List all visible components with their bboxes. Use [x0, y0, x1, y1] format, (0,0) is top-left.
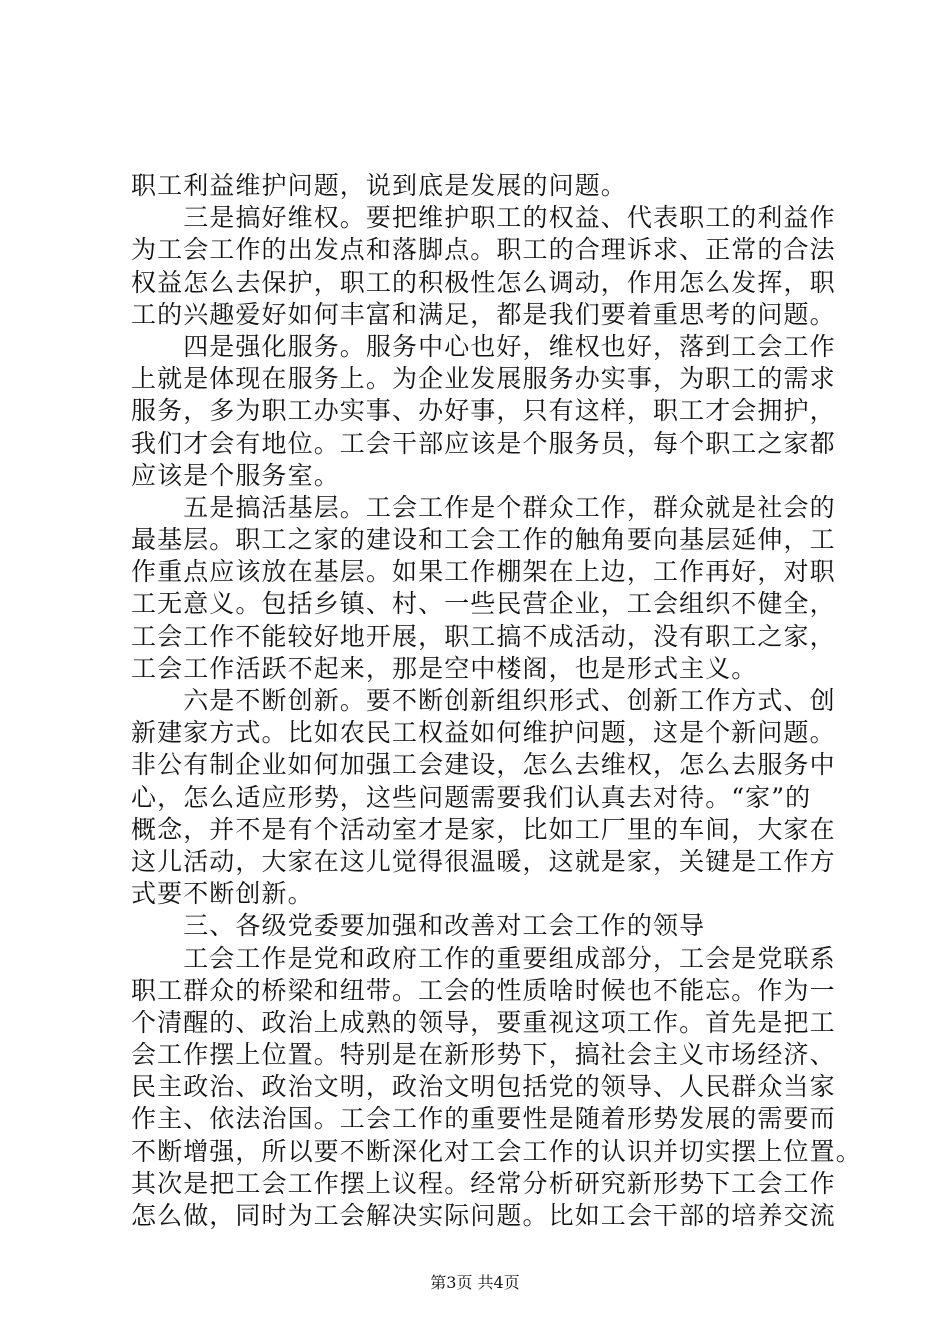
text-line: 我们才会有地位。工会干部应该是个服务员，每个职工之家都 — [131, 428, 836, 458]
text-line: 最基层。职工之家的建设和工会工作的触角要向基层延伸，工 — [131, 525, 836, 555]
text-line: 民主政治、政治文明，政治文明包括党的领导、人民群众当家 — [131, 1072, 836, 1102]
section-heading: 三、各级党委要加强和改善对工会工作的领导 — [131, 911, 706, 941]
text-line: 作主、依法治国。工会工作的重要性是随着形势发展的需要而 — [131, 1104, 836, 1134]
text-line: 作重点应该放在基层。如果工作棚架在上边，工作再好，对职 — [131, 557, 836, 587]
text-line: 工的兴趣爱好如何丰富和满足，都是我们要着重思考的问题。 — [131, 299, 836, 329]
text-line: 概念，并不是有个活动室才是家，比如工厂里的车间，大家在 — [131, 814, 836, 844]
text-line: 为工会工作的出发点和落脚点。职工的合理诉求、正常的合法 — [131, 235, 836, 265]
text-line: 会工作摆上位置。特别是在新形势下，搞社会主义市场经济、 — [131, 1040, 836, 1070]
text-line: 个清醒的、政治上成熟的领导，要重视这项工作。首先是把工 — [131, 1007, 836, 1037]
text-line: 工会工作活跃不起来，那是空中楼阁，也是形式主义。 — [131, 653, 758, 683]
text-line: 怎么做，同时为工会解决实际问题。比如工会干部的培养交流 — [131, 1201, 836, 1230]
text-line: 职工群众的桥梁和纽带。工会的性质啥时候也不能忘。作为一 — [131, 975, 836, 1005]
text-line: 其次是把工会工作摆上议程。经常分析研究新形势下工会工作 — [131, 1168, 836, 1198]
text-line: 心，怎么适应形势，这些问题需要我们认真去对待。“家”的 — [131, 782, 812, 812]
text-line: 新建家方式。比如农民工权益如何维护问题，这是个新问题。 — [131, 718, 836, 748]
text-line: 这儿活动，大家在这儿觉得很温暖，这就是家，关键是工作方 — [131, 846, 836, 876]
text-line: 应该是个服务室。 — [131, 460, 340, 490]
text-line: 职工利益维护问题，说到底是发展的问题。 — [131, 171, 627, 200]
text-line: 非公有制企业如何加强工会建设，怎么去维权，怎么去服务中 — [131, 750, 836, 780]
text-line: 四是强化服务。服务中心也好，维权也好，落到工会工作 — [131, 331, 836, 361]
text-line: 不断增强，所以要不断深化对工会工作的认识并切实摆上位置。 — [131, 1136, 862, 1166]
text-line: 式要不断创新。 — [131, 879, 314, 909]
body-text — [131, 170, 862, 1232]
text-line: 工会工作是党和政府工作的重要组成部分，工会是党联系 — [131, 943, 836, 973]
text-line: 权益怎么去保护，职工的积极性怎么调动，作用怎么发挥，职 — [131, 267, 836, 297]
text-line: 工无意义。包括乡镇、村、一些民营企业，工会组织不健全， — [131, 589, 836, 619]
text-line: 五是搞活基层。工会工作是个群众工作，群众就是社会的 — [131, 492, 836, 522]
text-line: 上就是体现在服务上。为企业发展服务办实事，为职工的需求 — [131, 364, 836, 394]
text-line: 工会工作不能较好地开展，职工搞不成活动，没有职工之家， — [131, 621, 836, 651]
page-number-footer: 第3页 共4页 — [430, 1273, 520, 1292]
text-line: 六是不断创新。要不断创新组织形式、创新工作方式、创 — [131, 686, 836, 715]
text-line: 服务，多为职工办实事、办好事，只有这样，职工才会拥护， — [131, 396, 836, 426]
text-line: 三是搞好维权。要把维护职工的权益、代表职工的利益作 — [131, 203, 836, 233]
